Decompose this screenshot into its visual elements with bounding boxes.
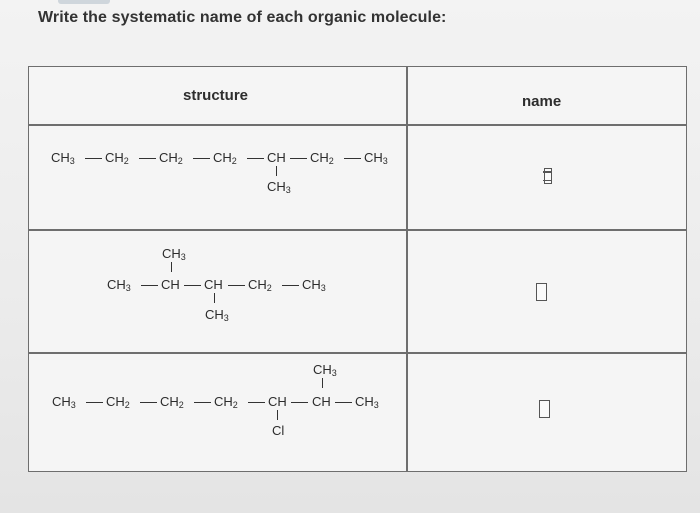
name-answer-box-1[interactable] <box>544 168 552 184</box>
row-divider <box>29 352 686 354</box>
row-divider <box>29 229 686 231</box>
atom-group: CH <box>161 277 180 292</box>
bond <box>282 285 299 286</box>
atom-group: $CH_3$ <box>52 394 76 410</box>
bond <box>247 158 264 159</box>
bond <box>335 402 352 403</box>
bond <box>140 402 157 403</box>
column-divider <box>406 67 408 471</box>
bond <box>184 285 201 286</box>
name-answer-box-2[interactable] <box>536 283 547 301</box>
atom-group: $CH_2$ <box>248 277 272 293</box>
atom-group: $CH_2$ <box>159 150 183 166</box>
atom-group: CH <box>267 150 286 165</box>
header-divider <box>29 124 686 126</box>
bond <box>85 158 102 159</box>
atom-group: $CH_3$ <box>302 277 326 293</box>
atom-group: $CH_2$ <box>310 150 334 166</box>
molecule-table <box>28 66 687 472</box>
atom-group: $CH_3$ <box>107 277 131 293</box>
bond <box>86 402 103 403</box>
bond <box>277 410 278 420</box>
structure-column-header: structure <box>183 87 249 104</box>
atom-group: $CH_2$ <box>160 394 184 410</box>
substituent: $CH_3$ <box>162 246 186 262</box>
bond <box>139 158 156 159</box>
bond <box>171 262 172 272</box>
bond <box>228 285 245 286</box>
bond <box>291 402 308 403</box>
name-answer-box-3[interactable] <box>539 400 550 418</box>
bond <box>141 285 158 286</box>
bond <box>214 293 215 303</box>
atom-group: $CH_3$ <box>51 150 75 166</box>
bond <box>248 402 265 403</box>
substituent: $CH_3$ <box>267 179 291 195</box>
bond <box>290 158 307 159</box>
bond <box>344 158 361 159</box>
atom-group: $CH_2$ <box>213 150 237 166</box>
atom-group: CH <box>204 277 223 292</box>
name-column-header: name <box>522 93 562 110</box>
atom-group: $CH_3$ <box>364 150 388 166</box>
bond <box>322 378 323 388</box>
top-tab-hint <box>58 0 110 4</box>
atom-group: CH <box>312 394 331 409</box>
instruction-text: Write the systematic name of each organic molecule: <box>38 9 447 26</box>
atom-group: CH <box>268 394 287 409</box>
bond <box>194 402 211 403</box>
bond <box>276 166 277 176</box>
atom-group: $CH_2$ <box>214 394 238 410</box>
atom-group: $CH_2$ <box>105 150 129 166</box>
substituent: $CH_3$ <box>313 362 337 378</box>
substituent: Cl <box>272 423 285 438</box>
substituent: $CH_3$ <box>205 307 229 323</box>
bond <box>193 158 210 159</box>
atom-group: $CH_2$ <box>106 394 130 410</box>
atom-group: $CH_3$ <box>355 394 379 410</box>
